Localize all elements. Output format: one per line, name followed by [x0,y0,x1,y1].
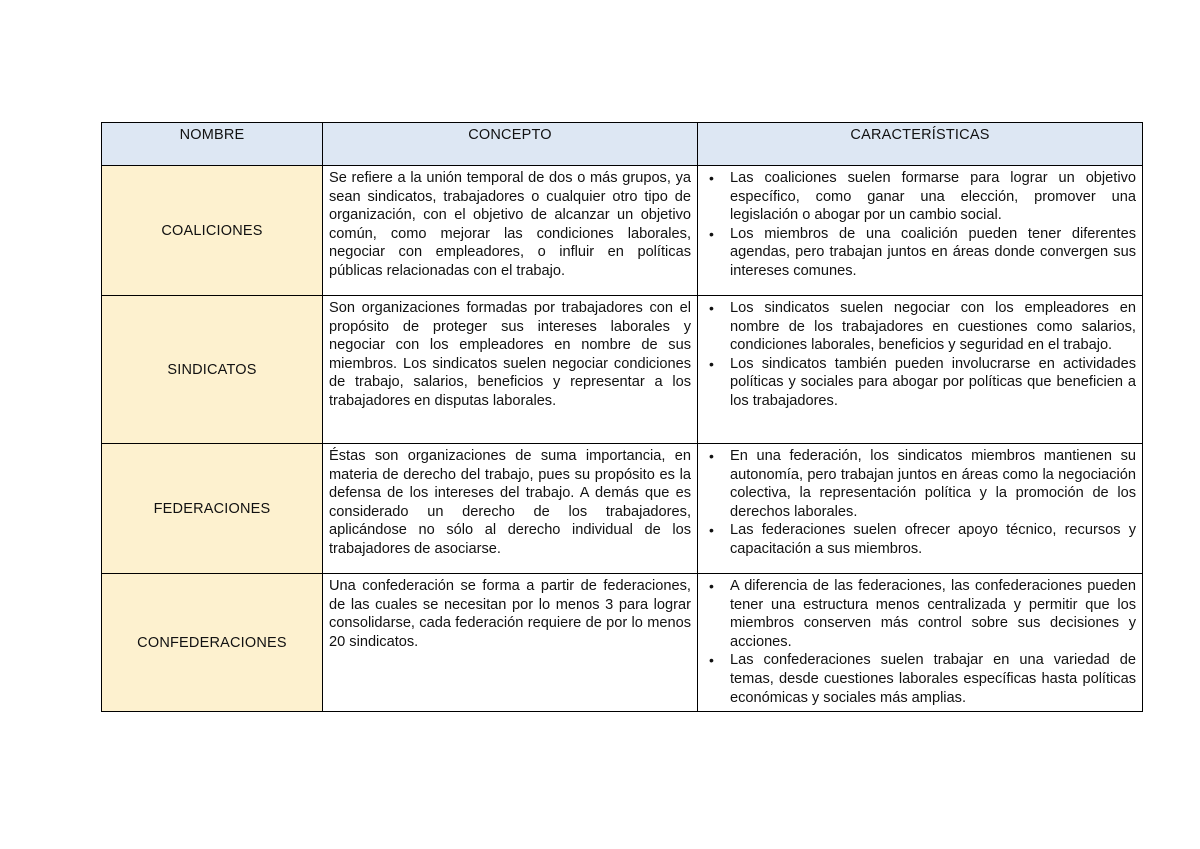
table-row [102,574,1143,712]
header-concepto: CONCEPTO [323,123,698,166]
row-name-cell: FEDERACIONES [102,444,323,574]
characteristic-item: • En una federación, los sindicatos miembros mantienen su autonomía, pero trabajan juntos en áreas como la negociación colectiva, la representación política y la promoción de los derechos laborales. [730,447,1136,521]
characteristic-item: • Los sindicatos suelen negociar con los empleadores en nombre de los trabajadores en cuestiones como salarios, condiciones laborales, beneficios y seguridad en el trabajo. [730,299,1136,355]
row-characteristics-cell [698,574,1143,712]
row-characteristics-cell [698,166,1143,296]
characteristic-item: • Las confederaciones suelen trabajar en una variedad de temas, desde cuestiones laborales específicas hasta políticas económicas y sociales más amplias. [730,651,1136,707]
characteristic-item: • Los miembros de una coalición pueden tener diferentes agendas, pero trabajan juntos en áreas donde convergen sus intereses comunes. [730,225,1136,281]
table-row [102,444,1143,574]
characteristic-item: • Las federaciones suelen ofrecer apoyo técnico, recursos y capacitación a sus miembros. [730,521,1136,558]
characteristics-list [704,577,1136,707]
characteristics-list [704,299,1136,411]
characteristics-list [704,447,1136,559]
table-row [102,166,1143,296]
row-characteristics-cell [698,444,1143,574]
header-row [102,123,1143,166]
row-concept-cell: Éstas son organizaciones de suma importancia, en materia de derecho del trabajo, pues su propósito es la defensa de los intereses del trabajo. A demás que es considerado un derecho de los trabajadores, aplicándose no sólo al derecho individual de los trabajadores de asociarse. [323,444,698,574]
row-concept-cell: Se refiere a la unión temporal de dos o más grupos, ya sean sindicatos, trabajadores o cualquier otro tipo de organización, con el objetivo de alcanzar un objetivo común, como mejorar las condiciones laborales, negociar con empleadores, o influir en políticas públicas relacionadas con el trabajo. [323,166,698,296]
characteristic-item: • A diferencia de las federaciones, las confederaciones pueden tener una estructura menos centralizada y permitir que los miembros conserven más control sobre sus decisiones y acciones. [730,577,1136,651]
row-concept-cell: Una confederación se forma a partir de federaciones, de las cuales se necesitan por lo menos 3 para lograr consolidarse, cada federación requiere de por lo menos 20 sindicatos. [323,574,698,712]
row-concept-cell: Son organizaciones formadas por trabajadores con el propósito de proteger sus intereses laborales y negociar con los empleadores en nombre de sus miembros. Los sindicatos suelen negociar condiciones de trabajo, salarios, beneficios y representar a los trabajadores en disputas laborales. [323,296,698,444]
table-row [102,296,1143,444]
row-name-cell: CONFEDERACIONES [102,574,323,712]
row-name-cell: COALICIONES [102,166,323,296]
characteristics-list [704,169,1136,281]
characteristic-item: • Las coaliciones suelen formarse para lograr un objetivo específico, como ganar una elección, promover una legislación o abogar por un cambio social. [730,169,1136,225]
header-nombre: NOMBRE [102,123,323,166]
row-characteristics-cell [698,296,1143,444]
comparison-table [101,122,1143,712]
characteristic-item: • Los sindicatos también pueden involucrarse en actividades políticas y sociales para abogar por políticas que beneficien a los trabajadores. [730,355,1136,411]
row-name-cell: SINDICATOS [102,296,323,444]
header-caracteristicas: CARACTERÍSTICAS [698,123,1143,166]
